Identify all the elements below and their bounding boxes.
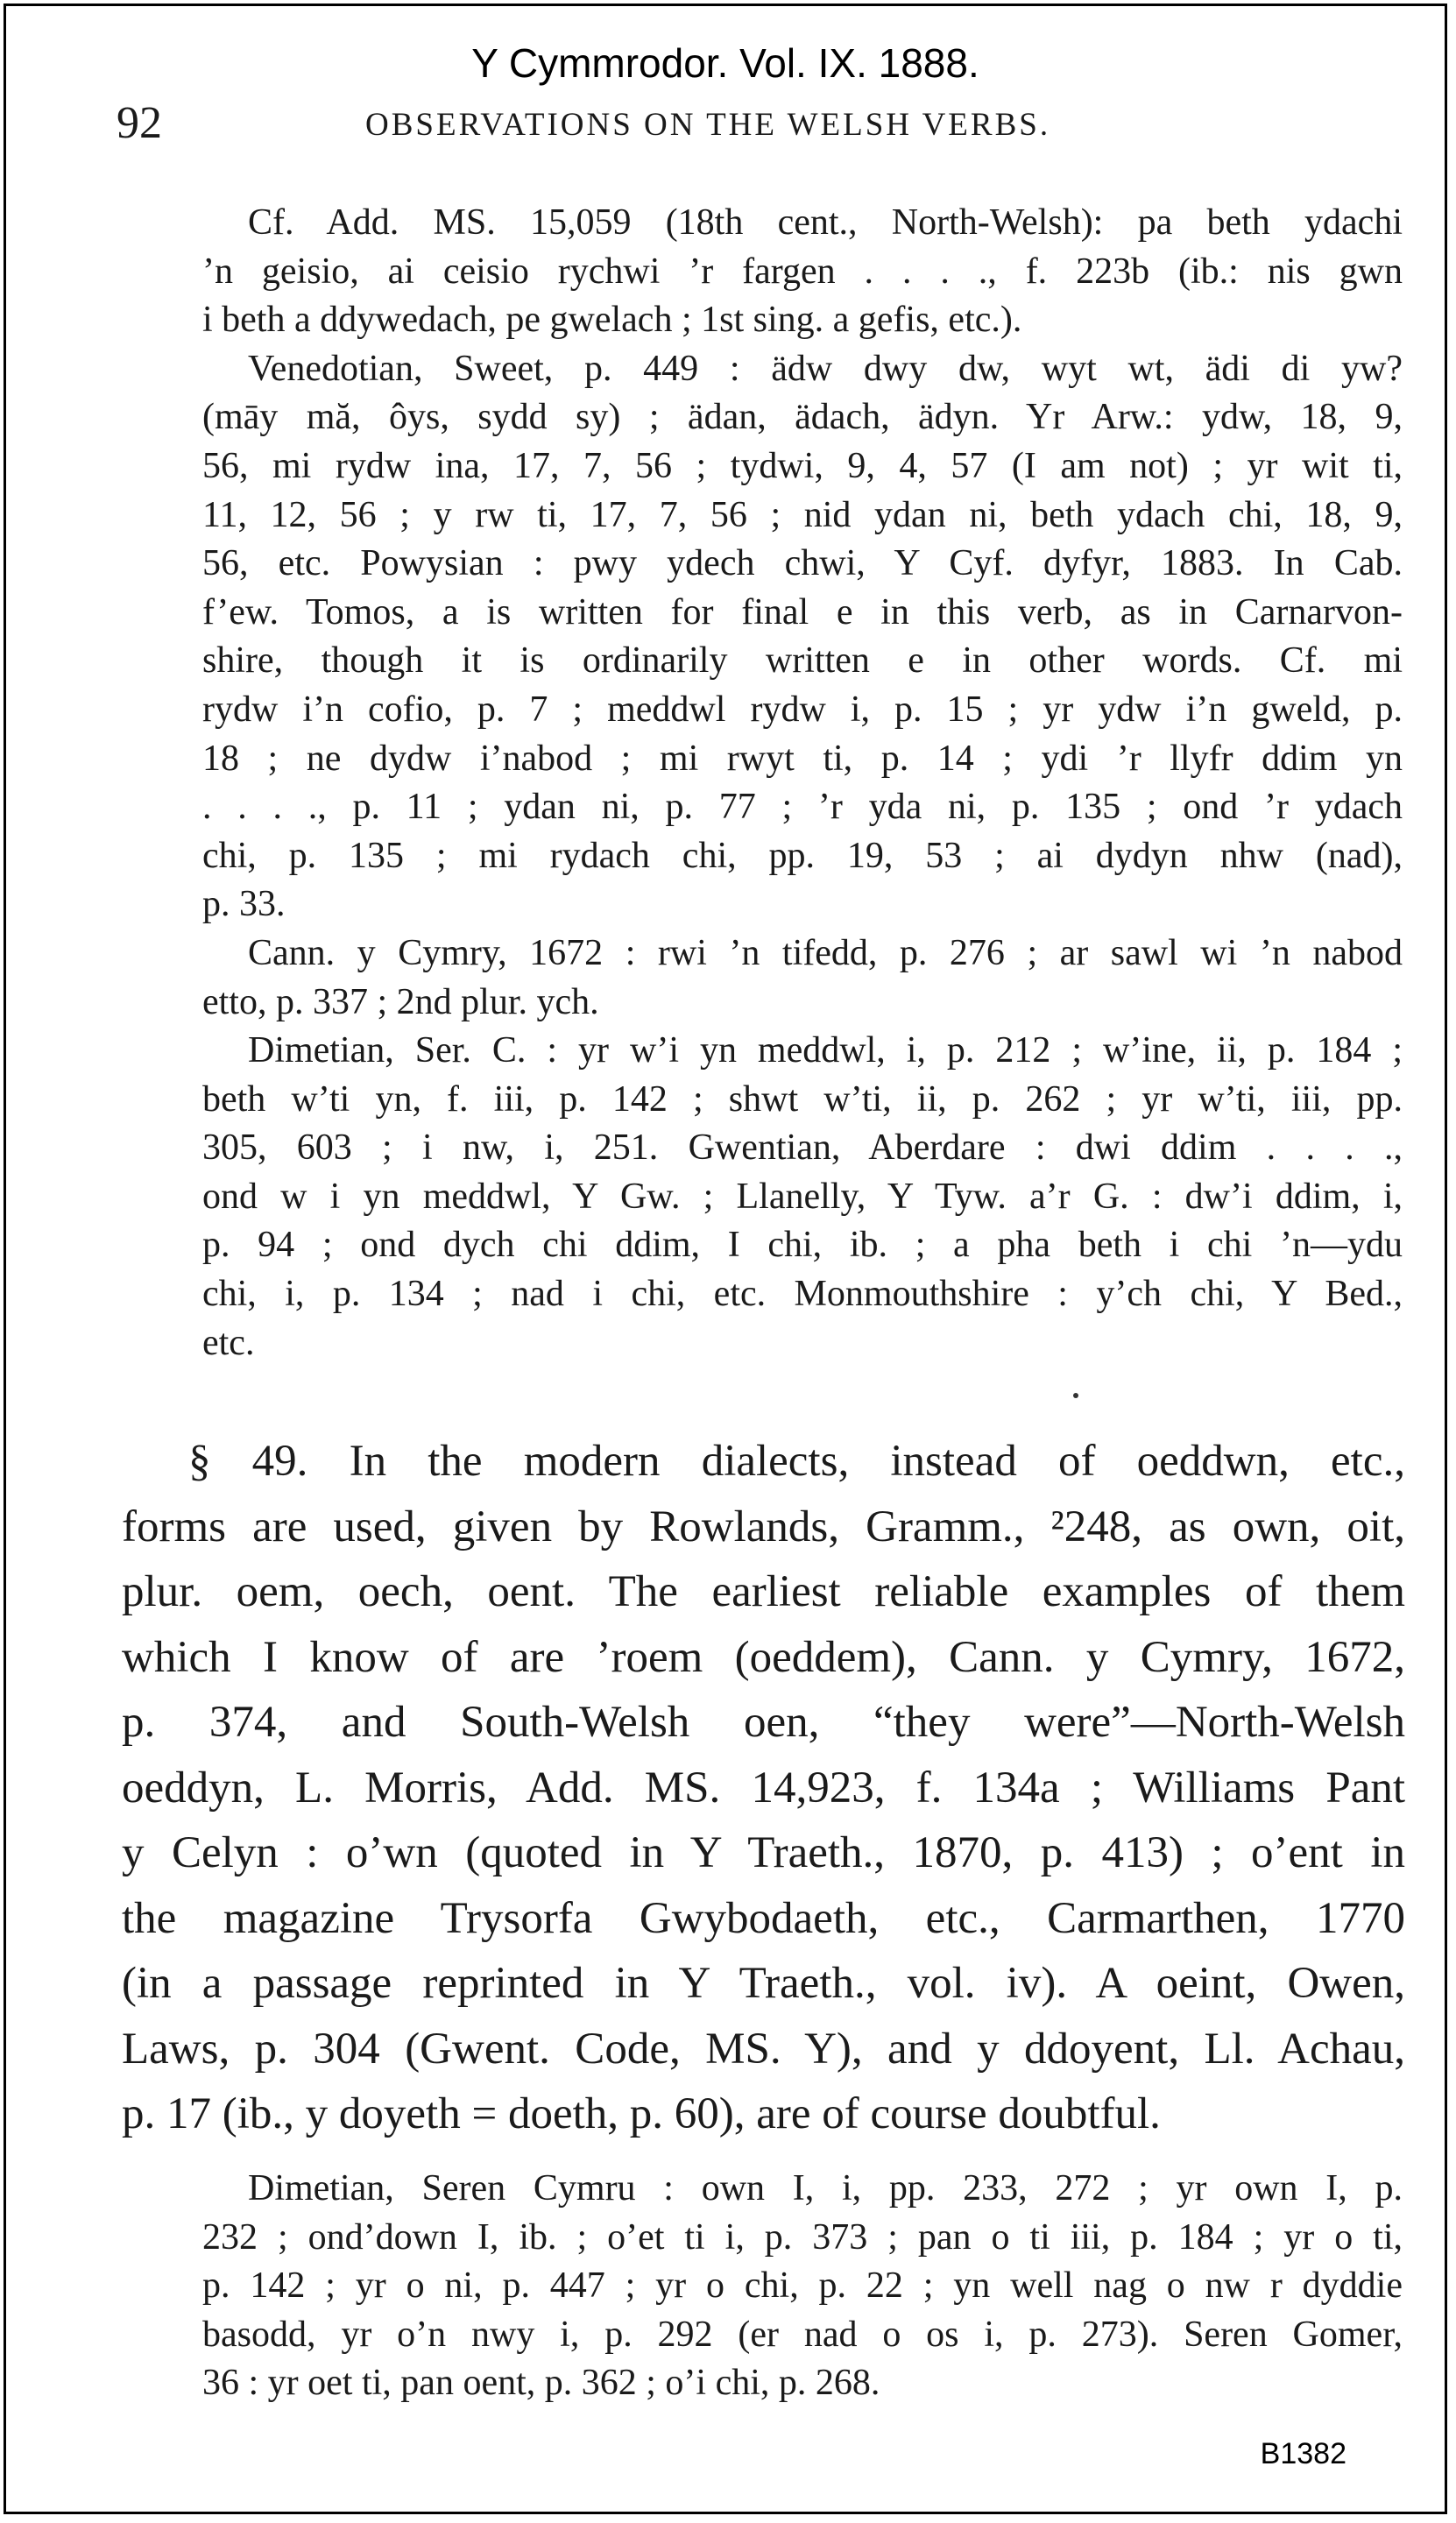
text-line: etto, p. 337 ; 2nd plur. ych. [202,981,599,1022]
text-line: Venedotian, Sweet, p. 449 : ädw dwy dw, wyt wt, ädi di yw? [248,348,1403,389]
text-line: y Celyn : o’wn (quoted in Y Traeth., 1870, p. 413) ; o’ent in [122,1828,1405,1877]
text-line: oeddyn, L. Morris, Add. MS. 14,923, f. 134a ; Williams Pant [122,1763,1405,1813]
text-line: shire, though it is ordinarily written e in other words. Cf. mi [202,640,1403,682]
text-line: Dimetian, Seren Cymru : own I, i, pp. 233, 272 ; yr own I, p. [248,2168,1403,2209]
text-line: beth w’ti yn, f. iii, p. 142 ; shwt w’ti, ii, p. 262 ; yr w’ti, iii, pp. [202,1078,1403,1120]
text-line: (in a passage reprinted in Y Traeth., vol. iv). A oeint, Owen, [122,1959,1405,2008]
text-line: Cf. Add. MS. 15,059 (18th cent., North-Welsh): pa beth ydachi [248,202,1403,243]
text-line: plur. oem, oech, oent. The earliest reliable examples of them [122,1567,1405,1616]
document-code: B1382 [1260,2437,1346,2470]
source-citation: Y Cymmrodor. Vol. IX. 1888. [471,40,979,86]
text-line: 36 : yr oet ti, pan oent, p. 362 ; o’i chi, p. 268. [202,2363,880,2404]
text-line: 56, mi rydw ina, 17, 7, 56 ; tydwi, 9, 4, 57 (I am not) ; yr wit ti, [202,445,1403,486]
footnote-block-bottom [202,2165,1403,2408]
text-line: 305, 603 ; i nw, i, 251. Gwentian, Aberdare : dwi ddim . . . ., [202,1127,1403,1169]
text-line: p. 17 (ib., y doyeth = doeth, p. 60), are of course doubtful. [122,2089,1161,2138]
text-line: 56, etc. Powysian : pwy ydech chwi, Y Cyf. dyfyr, 1883. In Cab. [202,543,1403,584]
text-line: f’ew. Tomos, a is written for final e in this verb, as in Carnarvon- [202,591,1403,633]
text-line: etc. [202,1322,255,1363]
stray-mark [1073,1393,1078,1398]
text-line: i beth a ddywedach, pe gwelach ; 1st sing. a gefis, etc.). [202,300,1022,341]
text-line: § 49. In the modern dialects, instead of oeddwn, etc., [188,1437,1405,1486]
text-line: ’n geisio, ai ceisio rychwi ’r fargen . . . ., f. 223b (ib.: nis gwn [202,251,1403,292]
text-line: p. 94 ; ond dych chi ddim, I chi, ib. ; a pha beth i chi ’n—ydu [202,1225,1403,1266]
text-line: Dimetian, Ser. C. : yr w’i yn meddwl, i, p. 212 ; w’ine, ii, p. 184 ; [248,1030,1403,1071]
book-page [4,4,1447,2514]
text-line: rydw i’n cofio, p. 7 ; meddwl rydw i, p. 15 ; yr ydw i’n gweld, p. [202,689,1403,730]
text-line: ond w i yn meddwl, Y Gw. ; Llanelly, Y Tyw. a’r G. : dw’i ddim, i, [202,1176,1403,1217]
text-line: 18 ; ne dydw i’nabod ; mi rwyt ti, p. 14 ; ydi ’r llyfr ddim yn [202,738,1403,779]
text-line: p. 142 ; yr o ni, p. 447 ; yr o chi, p. 22 ; yn well nag o nw r dyddie [202,2265,1403,2307]
text-line: Laws, p. 304 (Gwent. Code, MS. Y), and y ddoyent, Ll. Achau, [122,2024,1405,2074]
text-line: chi, p. 135 ; mi rydach chi, pp. 19, 53 ; ai dydyn nhw (nad), [202,835,1403,876]
text-line: p. 374, and South-Welsh oen, “they were”—North-Welsh [122,1698,1405,1747]
text-line: (māy mă, ôys, sydd sy) ; ädan, ädach, ädyn. Yr Arw.: ydw, 18, 9, [202,397,1403,438]
text-line: . . . ., p. 11 ; ydan ni, p. 77 ; ’r yda ni, p. 135 ; ond ’r ydach [202,787,1403,828]
text-line: the magazine Trysorfa Gwybodaeth, etc., Carmarthen, 1770 [122,1893,1405,1943]
text-line: forms are used, given by Rowlands, Gramm., ²248, as own, oit, [122,1502,1405,1551]
text-line: 11, 12, 56 ; y rw ti, 17, 7, 56 ; nid ydan ni, beth ydach chi, 18, 9, [202,494,1403,535]
page-number: 92 [117,98,162,148]
text-line: 232 ; ond’down I, ib. ; o’et ti i, p. 373 ; pan o ti iii, p. 184 ; yr o ti, [202,2216,1403,2258]
footnote-block-top [202,199,1403,1368]
main-paragraph [122,1429,1405,2147]
text-line: Cann. y Cymry, 1672 : rwi ’n tifedd, p. 276 ; ar sawl wi ’n nabod [248,932,1403,973]
text-line: p. 33. [202,884,286,925]
text-line: which I know of are ’roem (oeddem), Cann. y Cymry, 1672, [122,1632,1405,1682]
text-line: chi, i, p. 134 ; nad i chi, etc. Monmouthshire : y’ch chi, Y Bed., [202,1274,1403,1315]
text-line: basodd, yr o’n nwy i, p. 292 (er nad o os i, p. 273). Seren Gomer, [202,2314,1403,2355]
running-title: OBSERVATIONS ON THE WELSH VERBS. [365,107,1051,143]
